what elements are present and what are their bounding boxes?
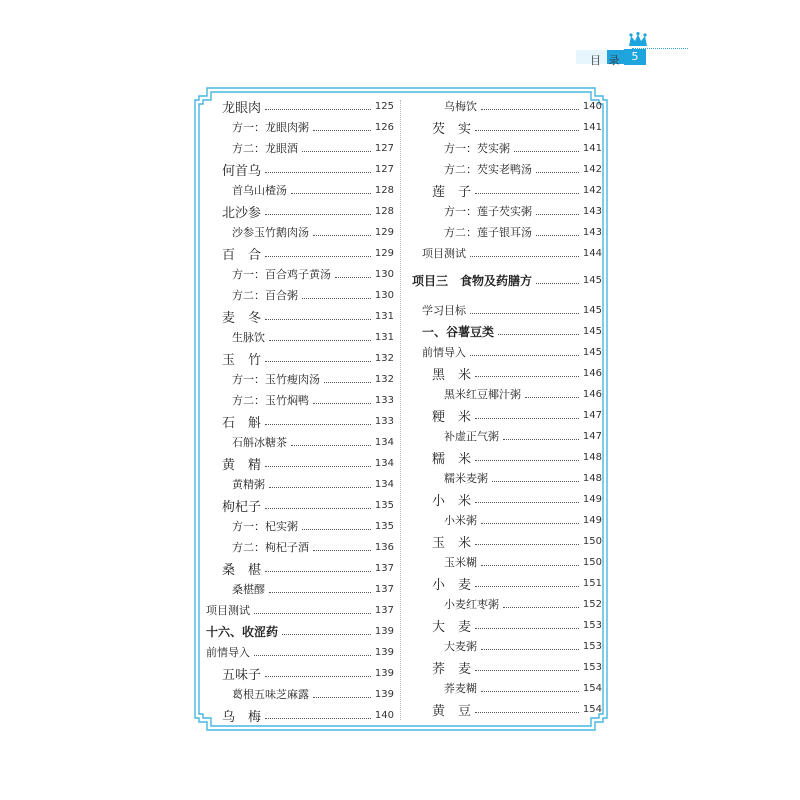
dot-leader xyxy=(313,130,371,131)
toc-page-number: 128 xyxy=(374,184,394,196)
toc-entry-title: 首乌山楂汤 xyxy=(232,184,287,197)
dot-leader xyxy=(470,355,579,356)
dot-leader xyxy=(475,502,579,503)
toc-page-number: 134 xyxy=(374,436,394,448)
toc-entry xyxy=(232,285,394,305)
toc-entry xyxy=(232,684,394,704)
toc-entry-title: 黄 豆 xyxy=(432,703,472,719)
toc-entry-title: 方一：玉竹瘦肉汤 xyxy=(232,373,320,386)
toc-entry xyxy=(222,243,394,263)
toc-entry xyxy=(222,495,394,515)
toc-entry-title: 乌 梅 xyxy=(222,709,262,725)
dot-leader xyxy=(536,172,579,173)
toc-entry xyxy=(444,510,602,530)
dot-leader xyxy=(481,109,579,110)
toc-entry xyxy=(222,159,394,179)
toc-entry xyxy=(232,390,394,410)
toc-entry xyxy=(444,552,602,572)
toc-page-number: 149 xyxy=(582,493,602,505)
header-label: 目 录 xyxy=(590,54,622,67)
toc-entry xyxy=(206,621,394,641)
toc-page-number: 126 xyxy=(374,121,394,133)
toc-entry xyxy=(444,426,602,446)
toc-entry xyxy=(422,321,602,341)
toc-page-number: 141 xyxy=(582,142,602,154)
dot-leader xyxy=(475,544,579,545)
toc-entry-title: 黄 精 xyxy=(222,457,262,473)
toc-page-number: 150 xyxy=(582,556,602,568)
toc-entry-title: 前情导入 xyxy=(206,646,250,659)
toc-page-number: 137 xyxy=(374,583,394,595)
toc-entry xyxy=(232,369,394,389)
dot-leader xyxy=(302,298,371,299)
toc-entry xyxy=(222,348,394,368)
toc-entry xyxy=(222,411,394,431)
toc-entry xyxy=(444,159,602,179)
dot-leader xyxy=(475,628,579,629)
toc-entry xyxy=(222,705,394,725)
toc-entry-title: 小 麦 xyxy=(432,577,472,593)
toc-entry-title: 乌梅饮 xyxy=(444,100,477,113)
toc-entry xyxy=(232,138,394,158)
toc-entry-title: 玉 竹 xyxy=(222,352,262,368)
toc-page-number: 130 xyxy=(374,289,394,301)
column-divider xyxy=(400,100,401,720)
dot-leader xyxy=(475,376,579,377)
toc-page-number: 145 xyxy=(582,346,602,358)
toc-page-number: 145 xyxy=(582,304,602,316)
dot-leader xyxy=(313,697,371,698)
toc-entry xyxy=(232,537,394,557)
toc-entry xyxy=(222,96,394,116)
toc-entry-title: 方一：芡实粥 xyxy=(444,142,510,155)
toc-page-number: 145 xyxy=(582,274,602,286)
toc-entry xyxy=(432,615,602,635)
toc-entry-title: 生脉饮 xyxy=(232,331,265,344)
dot-leader xyxy=(525,397,579,398)
toc-entry-title: 黑 米 xyxy=(432,367,472,383)
dot-leader xyxy=(475,130,579,131)
toc-entry-title: 大 麦 xyxy=(432,619,472,635)
toc-entry-title: 石斛冰糖茶 xyxy=(232,436,287,449)
toc-page-number: 132 xyxy=(374,352,394,364)
toc-entry-title: 小米粥 xyxy=(444,514,477,527)
toc-page-number: 154 xyxy=(582,703,602,715)
toc-entry xyxy=(444,138,602,158)
toc-page-number: 149 xyxy=(582,514,602,526)
toc-page-number: 132 xyxy=(374,373,394,385)
toc-page-number: 129 xyxy=(374,226,394,238)
toc-entry-title: 方二：枸杞子酒 xyxy=(232,541,309,554)
toc-page-number: 125 xyxy=(374,100,394,112)
toc-page-number: 133 xyxy=(374,394,394,406)
toc-entry-title: 玉米糊 xyxy=(444,556,477,569)
toc-entry-title: 何首乌 xyxy=(222,163,262,179)
toc-entry xyxy=(232,264,394,284)
toc-entry xyxy=(444,222,602,242)
dot-leader xyxy=(475,586,579,587)
dot-leader xyxy=(536,214,579,215)
toc-entry-title: 百 合 xyxy=(222,247,262,263)
toc-page-number: 139 xyxy=(374,688,394,700)
toc-page-number: 148 xyxy=(582,472,602,484)
toc-entry xyxy=(444,678,602,698)
dot-leader xyxy=(313,403,371,404)
toc-entry-title: 龙眼肉 xyxy=(222,100,262,116)
toc-page-number: 153 xyxy=(582,619,602,631)
toc-page-number: 131 xyxy=(374,331,394,343)
dot-leader xyxy=(470,256,579,257)
toc-entry xyxy=(432,573,602,593)
toc-entry-title: 荞 麦 xyxy=(432,661,472,677)
toc-entry-title: 项目测试 xyxy=(422,247,466,260)
toc-page-number: 137 xyxy=(374,604,394,616)
toc-page-number: 142 xyxy=(582,163,602,175)
toc-page-number: 134 xyxy=(374,457,394,469)
dot-leader xyxy=(265,718,371,719)
toc-page-number: 139 xyxy=(374,625,394,637)
toc-entry-title: 方二：芡实老鸭汤 xyxy=(444,163,532,176)
dot-leader xyxy=(302,529,371,530)
dot-leader xyxy=(282,634,371,635)
toc-entry-title: 枸杞子 xyxy=(222,499,262,515)
toc-entry-title: 方一：莲子芡实粥 xyxy=(444,205,532,218)
dot-leader xyxy=(475,418,579,419)
toc-entry-title: 黄精粥 xyxy=(232,478,265,491)
toc-page-number: 146 xyxy=(582,388,602,400)
toc-entry-title: 玉 米 xyxy=(432,535,472,551)
dot-leader xyxy=(265,361,371,362)
toc-entry-title: 方一：龙眼肉粥 xyxy=(232,121,309,134)
toc-entry-title: 石 斛 xyxy=(222,415,262,431)
dot-leader xyxy=(269,340,371,341)
toc-page-number: 134 xyxy=(374,478,394,490)
toc-entry-title: 小 米 xyxy=(432,493,472,509)
toc-page-number: 145 xyxy=(582,325,602,337)
toc-page-number: 146 xyxy=(582,367,602,379)
toc-page-number: 128 xyxy=(374,205,394,217)
dot-leader xyxy=(481,691,579,692)
toc-page-number: 144 xyxy=(582,247,602,259)
toc-entry-title: 方二：玉竹焖鸭 xyxy=(232,394,309,407)
toc-entry xyxy=(232,579,394,599)
dot-leader xyxy=(265,571,371,572)
toc-entry xyxy=(232,516,394,536)
toc-page-number: 148 xyxy=(582,451,602,463)
toc-entry xyxy=(432,657,602,677)
toc-entry-title: 麦 冬 xyxy=(222,310,262,326)
dot-leader xyxy=(475,460,579,461)
toc-page-number: 139 xyxy=(374,667,394,679)
toc-entry-title: 十六、收涩药 xyxy=(206,624,279,639)
dot-leader xyxy=(335,277,371,278)
dot-leader xyxy=(313,550,371,551)
toc-entry-title: 北沙参 xyxy=(222,205,262,221)
toc-entry-title: 桑椹醪 xyxy=(232,583,265,596)
toc-page-number: 127 xyxy=(374,163,394,175)
toc-page-number: 143 xyxy=(582,205,602,217)
toc-entry-title: 方一：杞实粥 xyxy=(232,520,298,533)
dot-leader xyxy=(265,109,371,110)
toc-entry-title: 沙参玉竹鹅肉汤 xyxy=(232,226,309,239)
toc-entry xyxy=(444,468,602,488)
dot-leader xyxy=(254,655,371,656)
toc-page-number: 154 xyxy=(582,682,602,694)
toc-entry xyxy=(222,306,394,326)
toc-entry xyxy=(422,342,602,362)
toc-entry xyxy=(422,243,602,263)
toc-entry xyxy=(222,663,394,683)
toc-page-number: 152 xyxy=(582,598,602,610)
dot-leader xyxy=(291,193,371,194)
toc-entry-title: 方一：百合鸡子黄汤 xyxy=(232,268,331,281)
dot-leader xyxy=(265,508,371,509)
toc-entry-title: 葛根五味芝麻露 xyxy=(232,688,309,701)
dot-leader xyxy=(536,283,579,284)
toc-entry-title: 项目三 食物及药膳方 xyxy=(412,273,533,288)
toc-entry xyxy=(222,201,394,221)
toc-page-number: 140 xyxy=(374,709,394,721)
dot-leader xyxy=(302,151,371,152)
dot-leader xyxy=(265,466,371,467)
toc-entry-title: 黑米红豆椰汁粥 xyxy=(444,388,521,401)
toc-entry xyxy=(222,558,394,578)
toc-entry xyxy=(432,489,602,509)
toc-entry xyxy=(432,363,602,383)
toc-entry xyxy=(432,531,602,551)
dot-leader xyxy=(269,487,371,488)
toc-entry xyxy=(444,636,602,656)
toc-entry-title: 学习目标 xyxy=(422,304,466,317)
toc-entry xyxy=(422,300,602,320)
toc-entry-title: 荞麦糊 xyxy=(444,682,477,695)
toc-page-number: 153 xyxy=(582,640,602,652)
toc-entry-title: 前情导入 xyxy=(422,346,466,359)
dot-leader xyxy=(481,565,579,566)
dot-leader xyxy=(254,613,371,614)
dot-leader xyxy=(475,712,579,713)
toc-page-number: 151 xyxy=(582,577,602,589)
dot-leader xyxy=(265,214,371,215)
toc-page-number: 153 xyxy=(582,661,602,673)
toc-entry xyxy=(412,270,602,290)
toc-page-number: 133 xyxy=(374,415,394,427)
toc-entry-title: 大麦粥 xyxy=(444,640,477,653)
dot-leader xyxy=(475,193,579,194)
dot-leader xyxy=(265,424,371,425)
toc-entry-title: 五味子 xyxy=(222,667,262,683)
toc-page-number: 140 xyxy=(582,100,602,112)
dot-leader xyxy=(503,439,579,440)
toc-entry xyxy=(444,594,602,614)
toc-entry-title: 粳 米 xyxy=(432,409,472,425)
toc-page-number: 150 xyxy=(582,535,602,547)
toc-page-number: 131 xyxy=(374,310,394,322)
toc-page-number: 142 xyxy=(582,184,602,196)
dot-leader xyxy=(291,445,371,446)
toc-entry xyxy=(444,96,602,116)
toc-page-number: 129 xyxy=(374,247,394,259)
dot-leader xyxy=(265,172,371,173)
toc-entry-title: 一、谷薯豆类 xyxy=(422,324,495,339)
toc-page-number: 147 xyxy=(582,409,602,421)
toc-entry xyxy=(432,699,602,719)
toc-page-number: 136 xyxy=(374,541,394,553)
toc-page-number: 127 xyxy=(374,142,394,154)
dot-leader xyxy=(265,676,371,677)
toc-entry xyxy=(206,642,394,662)
toc-entry-title: 方二：百合粥 xyxy=(232,289,298,302)
toc-entry xyxy=(432,180,602,200)
toc-entry xyxy=(232,432,394,452)
toc-entry xyxy=(222,453,394,473)
toc-page-number: 135 xyxy=(374,520,394,532)
dot-leader xyxy=(265,319,371,320)
crown-ornament-icon xyxy=(627,32,649,48)
toc-entry xyxy=(232,222,394,242)
toc-entry-title: 补虚正气粥 xyxy=(444,430,499,443)
toc-entry-title: 方二：龙眼酒 xyxy=(232,142,298,155)
dot-leader xyxy=(503,607,579,608)
toc-entry xyxy=(232,327,394,347)
toc-entry-title: 项目测试 xyxy=(206,604,250,617)
toc-entry-title: 芡 实 xyxy=(432,121,472,137)
dot-leader xyxy=(324,382,371,383)
page-number: 5 xyxy=(624,49,646,65)
toc-entry xyxy=(432,447,602,467)
toc-entry xyxy=(206,600,394,620)
toc-entry-title: 方二：莲子银耳汤 xyxy=(444,226,532,239)
toc-page-number: 130 xyxy=(374,268,394,280)
toc-page-number: 137 xyxy=(374,562,394,574)
toc-entry xyxy=(432,117,602,137)
dot-leader xyxy=(492,481,579,482)
toc-entry-title: 桑 椹 xyxy=(222,562,262,578)
page-header xyxy=(576,44,688,66)
dot-leader xyxy=(265,256,371,257)
dot-leader xyxy=(498,334,579,335)
toc-entry xyxy=(232,117,394,137)
toc-entry xyxy=(444,201,602,221)
toc-entry-title: 糯 米 xyxy=(432,451,472,467)
toc-entry-title: 莲 子 xyxy=(432,184,472,200)
toc-entry-title: 小麦红枣粥 xyxy=(444,598,499,611)
dot-leader xyxy=(536,235,579,236)
toc-page-number: 147 xyxy=(582,430,602,442)
toc-entry xyxy=(432,405,602,425)
toc-entry-title: 糯米麦粥 xyxy=(444,472,488,485)
toc-page-number: 141 xyxy=(582,121,602,133)
dot-leader xyxy=(514,151,579,152)
dot-leader xyxy=(481,649,579,650)
dot-leader xyxy=(470,313,579,314)
toc-page-number: 139 xyxy=(374,646,394,658)
toc-entry xyxy=(232,474,394,494)
toc-page-number: 135 xyxy=(374,499,394,511)
dot-leader xyxy=(313,235,371,236)
toc-page-number: 143 xyxy=(582,226,602,238)
dot-leader xyxy=(481,523,579,524)
dot-leader xyxy=(269,592,371,593)
toc-entry xyxy=(232,180,394,200)
dot-leader xyxy=(475,670,579,671)
toc-entry xyxy=(444,384,602,404)
